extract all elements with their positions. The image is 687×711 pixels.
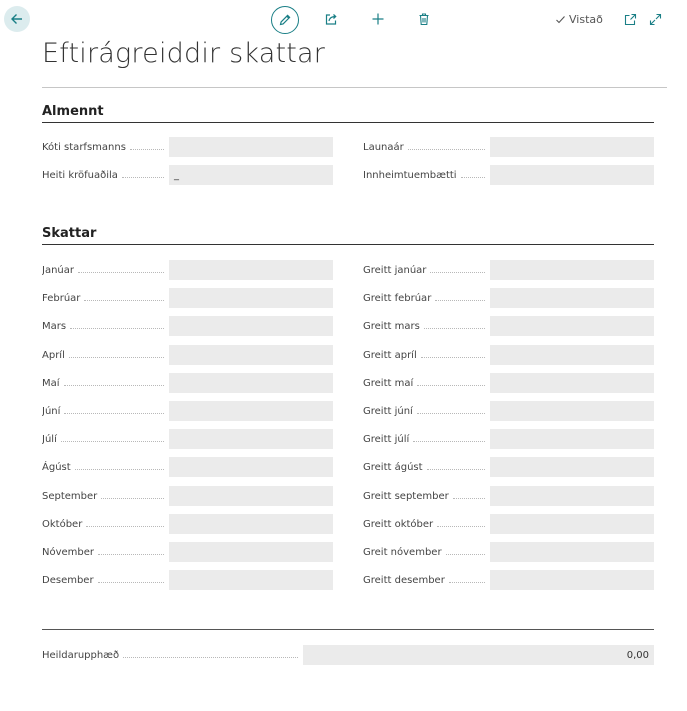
assessed-month-10-input[interactable] — [169, 514, 333, 534]
page-title: Eftirágreiddir skattar — [42, 38, 326, 69]
saved-label: Vistað — [569, 13, 603, 26]
paid-month-7-input[interactable] — [490, 429, 654, 449]
section-divider-general — [42, 122, 654, 123]
assessed-month-9-input[interactable] — [169, 486, 333, 506]
paid-month-3-input[interactable] — [490, 316, 654, 336]
field-label-assessed-month-4: Apríl — [42, 345, 166, 365]
field-label-paid-month-6: Greitt júní — [363, 401, 487, 421]
field-label-assessed-month-8: Ágúst — [42, 457, 166, 477]
field-label-assessed-month-3: Mars — [42, 316, 166, 336]
assessed-month-3-input[interactable] — [169, 316, 333, 336]
field-label-collection-office: Innheimtuembætti — [363, 165, 487, 185]
field-label-assessed-month-5: Maí — [42, 373, 166, 393]
paid-month-9-input[interactable] — [490, 486, 654, 506]
assessed-month-12-input[interactable] — [169, 570, 333, 590]
field-label-assessed-month-11: Nóvember — [42, 542, 166, 562]
assessed-month-5-input[interactable] — [169, 373, 333, 393]
field-label-paid-month-2: Greitt febrúar — [363, 288, 487, 308]
field-label-employee-code: Kóti starfsmanns — [42, 137, 166, 157]
pay-year-input[interactable] — [490, 137, 654, 157]
field-label-paid-month-3: Greitt mars — [363, 316, 487, 336]
expand-button[interactable] — [644, 8, 666, 30]
plus-icon — [371, 12, 385, 26]
saved-status — [555, 13, 603, 26]
field-label-paid-month-4: Greitt apríl — [363, 345, 487, 365]
section-title-general: Almennt — [42, 104, 104, 119]
open-new-window-button[interactable] — [619, 8, 641, 30]
field-label-paid-month-9: Greitt september — [363, 486, 487, 506]
assessed-month-7-input[interactable] — [169, 429, 333, 449]
field-label-paid-month-10: Greitt október — [363, 514, 487, 534]
field-label-paid-month-1: Greitt janúar — [363, 260, 487, 280]
title-divider — [42, 87, 667, 88]
field-label-assessed-month-9: September — [42, 486, 166, 506]
field-label-paid-month-8: Greitt ágúst — [363, 457, 487, 477]
back-button[interactable] — [4, 6, 30, 32]
field-label-assessed-month-2: Febrúar — [42, 288, 166, 308]
arrow-left-icon — [10, 12, 24, 26]
employee-code-input[interactable] — [169, 137, 333, 157]
paid-month-2-input[interactable] — [490, 288, 654, 308]
field-label-pay-year: Launaár — [363, 137, 487, 157]
paid-month-11-input[interactable] — [490, 542, 654, 562]
section-divider-taxes — [42, 244, 654, 245]
claim-name-value: _ — [174, 169, 179, 181]
open-in-new-window-icon — [624, 13, 637, 26]
field-label-total: Heildarupphæð — [42, 645, 300, 665]
field-label-claim-name: Heiti kröfuaðila — [42, 165, 166, 185]
paid-month-1-input[interactable] — [490, 260, 654, 280]
field-label-paid-month-11: Greit nóvember — [363, 542, 487, 562]
assessed-month-4-input[interactable] — [169, 345, 333, 365]
share-button[interactable] — [320, 8, 342, 30]
paid-month-5-input[interactable] — [490, 373, 654, 393]
checkmark-icon — [555, 14, 566, 25]
field-label-assessed-month-1: Janúar — [42, 260, 166, 280]
assessed-month-6-input[interactable] — [169, 401, 333, 421]
claim-name-input[interactable] — [169, 165, 333, 185]
field-label-assessed-month-10: Október — [42, 514, 166, 534]
field-label-assessed-month-12: Desember — [42, 570, 166, 590]
paid-month-4-input[interactable] — [490, 345, 654, 365]
paid-month-12-input[interactable] — [490, 570, 654, 590]
share-icon — [324, 12, 338, 26]
pencil-icon — [278, 13, 292, 27]
trash-icon — [417, 12, 431, 26]
field-label-assessed-month-7: Júlí — [42, 429, 166, 449]
total-amount-field: 0,00 — [303, 645, 654, 665]
collection-office-input[interactable] — [490, 165, 654, 185]
paid-month-8-input[interactable] — [490, 457, 654, 477]
assessed-month-11-input[interactable] — [169, 542, 333, 562]
new-button[interactable] — [367, 8, 389, 30]
field-label-paid-month-5: Greitt maí — [363, 373, 487, 393]
delete-button[interactable] — [413, 8, 435, 30]
edit-button[interactable] — [271, 6, 299, 34]
section-title-taxes: Skattar — [42, 226, 97, 241]
paid-month-6-input[interactable] — [490, 401, 654, 421]
field-label-paid-month-7: Greitt júlí — [363, 429, 487, 449]
field-label-paid-month-12: Greitt desember — [363, 570, 487, 590]
paid-month-10-input[interactable] — [490, 514, 654, 534]
assessed-month-1-input[interactable] — [169, 260, 333, 280]
expand-icon — [649, 13, 662, 26]
assessed-month-8-input[interactable] — [169, 457, 333, 477]
field-label-assessed-month-6: Júní — [42, 401, 166, 421]
total-divider — [42, 629, 654, 630]
assessed-month-2-input[interactable] — [169, 288, 333, 308]
